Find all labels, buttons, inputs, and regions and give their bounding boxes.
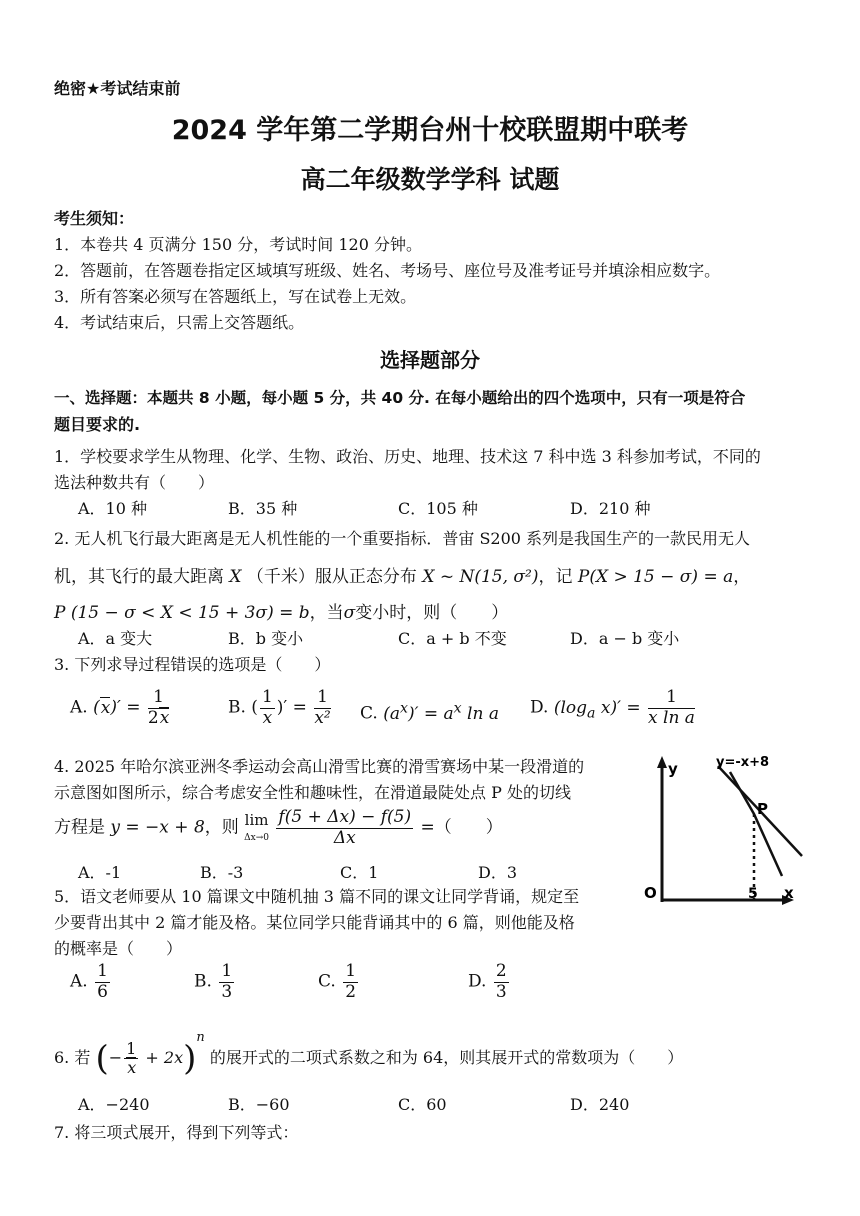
q6-option-c: C．60	[398, 1095, 447, 1114]
q6-stem: 6. 若 (− $\frac{1}{x}$ + 2x)$^n$ 的展开式的二项式系数之和为 64，则其展开式的常数项为（ ）	[54, 1030, 684, 1079]
q5-num: 1	[221, 961, 233, 981]
figure-x-label: x	[784, 884, 794, 902]
q2-text: 机，其飞行的最大距离	[54, 567, 224, 587]
q3-option-c: C. $(a^x)' = a^x$ ln a	[360, 700, 499, 724]
notice-item: 1．本卷共 4 页满分 150 分，考试时间 120 分钟。	[54, 235, 422, 254]
q2-option-c: C．a + b 不变	[398, 629, 507, 648]
q2-text: ，当	[309, 603, 344, 623]
q5-label: D.	[468, 971, 487, 992]
exam-subtitle: 高二年级数学学科 试题	[300, 165, 560, 194]
q2-option-a: A．a 变大	[78, 629, 153, 648]
q6-text: 的展开式的二项式系数之和为 64，则其展开式的常数项为（ ）	[209, 1048, 684, 1067]
notice-item: 2．答题前，在答题卷指定区域填写班级、姓名、考场号、座位号及准考证号并填涂相应数字。	[54, 261, 721, 280]
q4-option-c: C．1	[340, 863, 379, 882]
q4-option-b: B．-3	[200, 863, 244, 882]
q2-text: （千米）服从正态分布	[246, 567, 417, 587]
slope-figure	[636, 752, 816, 912]
figure-tick-label: 5	[748, 886, 758, 902]
q2-text: ，记	[538, 567, 573, 587]
q3-label-a: A.	[70, 697, 88, 718]
notice-item: 4．考试结束后，只需上交答题纸。	[54, 313, 305, 332]
q3-option-d: D. ($\log_a$ x)′ = $\frac{1}{\text{x ln a}}$	[530, 687, 695, 728]
figure-point-label: P	[757, 800, 768, 818]
q4-text: 方程是	[54, 817, 105, 838]
q6-option-b: B．−60	[228, 1095, 290, 1114]
q1-option-c: C．105 种	[398, 499, 478, 518]
var-sigma: σ	[343, 603, 356, 623]
q3-stem: 3. 下列求导过程错误的选项是（ ）	[54, 655, 331, 674]
q7-stem: 7. 将三项式展开，得到下列等式：	[54, 1123, 299, 1142]
q6-option-a: A．−240	[78, 1095, 150, 1114]
q4-option-d: D．3	[478, 863, 518, 882]
prob-b-formula: P (15 − σ < X < 15 + 3σ) = b	[54, 603, 310, 623]
q5-num: 2	[495, 961, 507, 981]
q1-option-b: B．35 种	[228, 499, 298, 518]
q5-option-c	[318, 962, 360, 1002]
normal-dist-formula: X ~ N(15, σ²)	[422, 567, 539, 587]
q5-label: B.	[194, 971, 212, 992]
q6-option-d: D．240	[570, 1095, 630, 1114]
q5-stem: 少要背出其中 2 篇才能及格。某位同学只能背诵其中的 6 篇，则他能及格	[54, 913, 575, 932]
q5-option-b	[194, 962, 236, 1002]
prob-a-formula: P(X > 15 − σ) = a	[577, 567, 734, 587]
q5-option-a	[70, 962, 112, 1002]
figure-line-label: y=-x+8	[716, 755, 770, 770]
var-x: X	[229, 567, 242, 587]
q3-option-a: A. (x)′ = $\frac{1}{2x}$	[70, 687, 170, 728]
section-intro: 题目要求的.	[54, 415, 141, 434]
q3-option-b: B. ( $\frac{1}{x}$ )′ = $\frac{1}{\text{x²}}$	[228, 687, 331, 728]
q5-den: 6	[97, 981, 108, 1002]
section-title: 选择题部分	[380, 348, 480, 372]
tangent-equation: y = −x + 8	[110, 817, 205, 838]
q1-option-a: A．10 种	[78, 499, 148, 518]
q4-text: ，则	[204, 817, 239, 838]
q2-text: 变小时，则（ ）	[355, 603, 509, 623]
q5-option-d	[468, 962, 511, 1002]
q5-den: 3	[495, 981, 507, 1002]
figure-origin-label: O	[644, 884, 657, 902]
q2-stem: 2. 无人机飞行最大距离是无人机性能的一个重要指标．普宙 S200 系列是我国生产的一款民用无人	[54, 529, 751, 548]
section-intro: 一、选择题：本题共 8 小题，每小题 5 分，共 40 分. 在每小题给出的四个选项中，只有一项是符合	[54, 389, 746, 407]
q5-num: 1	[97, 961, 108, 981]
q3-label-b: B.	[228, 697, 246, 718]
q5-num: 1	[345, 961, 357, 981]
q2-option-b: B．b 变小	[228, 629, 304, 648]
limit-fraction: $\frac{f(5 + \Delta x) - f(5)}{\Delta x}$	[278, 807, 412, 848]
q5-den: 3	[221, 981, 233, 1002]
q5-label: C.	[318, 971, 336, 992]
q6-text: 6. 若	[54, 1048, 91, 1067]
q2-option-d: D．a − b 变小	[570, 629, 680, 648]
notice-heading: 考生须知：	[54, 209, 135, 228]
limit-symbol: lim Δx→0	[244, 811, 270, 844]
q2-stem-line2: 机，其飞行的最大距离 X （千米）服从正态分布 X ~ N(15, σ²)，记 P(X > 15 − σ) = a，	[54, 567, 751, 587]
q4-option-a: A．-1	[78, 863, 122, 882]
exam-title: 2024 学年第二学期台州十校联盟期中联考	[171, 115, 689, 146]
q4-stem: 4. 2025 年哈尔滨亚洲冬季运动会高山滑雪比赛的滑雪赛场中某一段滑道的	[54, 757, 585, 776]
figure-y-label: y	[668, 760, 678, 778]
notice-item: 3．所有答案必须写在答题纸上，写在试卷上无效。	[54, 287, 417, 306]
q1-stem: 1．学校要求学生从物理、化学、生物、政治、历史、地理、技术这 7 科中选 3 科参加考试，不同的	[54, 447, 761, 466]
secret-label: 绝密★考试结束前	[54, 79, 181, 98]
q3-label-c: C.	[360, 703, 378, 724]
q3-label-d: D.	[530, 697, 549, 718]
q1-option-d: D．210 种	[570, 499, 651, 518]
q5-den: 2	[345, 981, 357, 1002]
q4-text: =（ ）	[420, 817, 503, 838]
q4-stem-line3	[54, 808, 503, 848]
q2-stem-line3	[54, 598, 508, 623]
q4-stem: 示意图如图所示，综合考虑安全性和趣味性，在滑道最陡处点 P 处的切线	[54, 783, 571, 802]
q1-stem: 选法种数共有（ ）	[54, 473, 215, 492]
q5-stem: 5．语文老师要从 10 篇课文中随机抽 3 篇不同的课文让同学背诵，规定至	[54, 887, 580, 906]
q5-label: A.	[70, 971, 88, 992]
q5-stem: 的概率是（ ）	[54, 939, 183, 958]
